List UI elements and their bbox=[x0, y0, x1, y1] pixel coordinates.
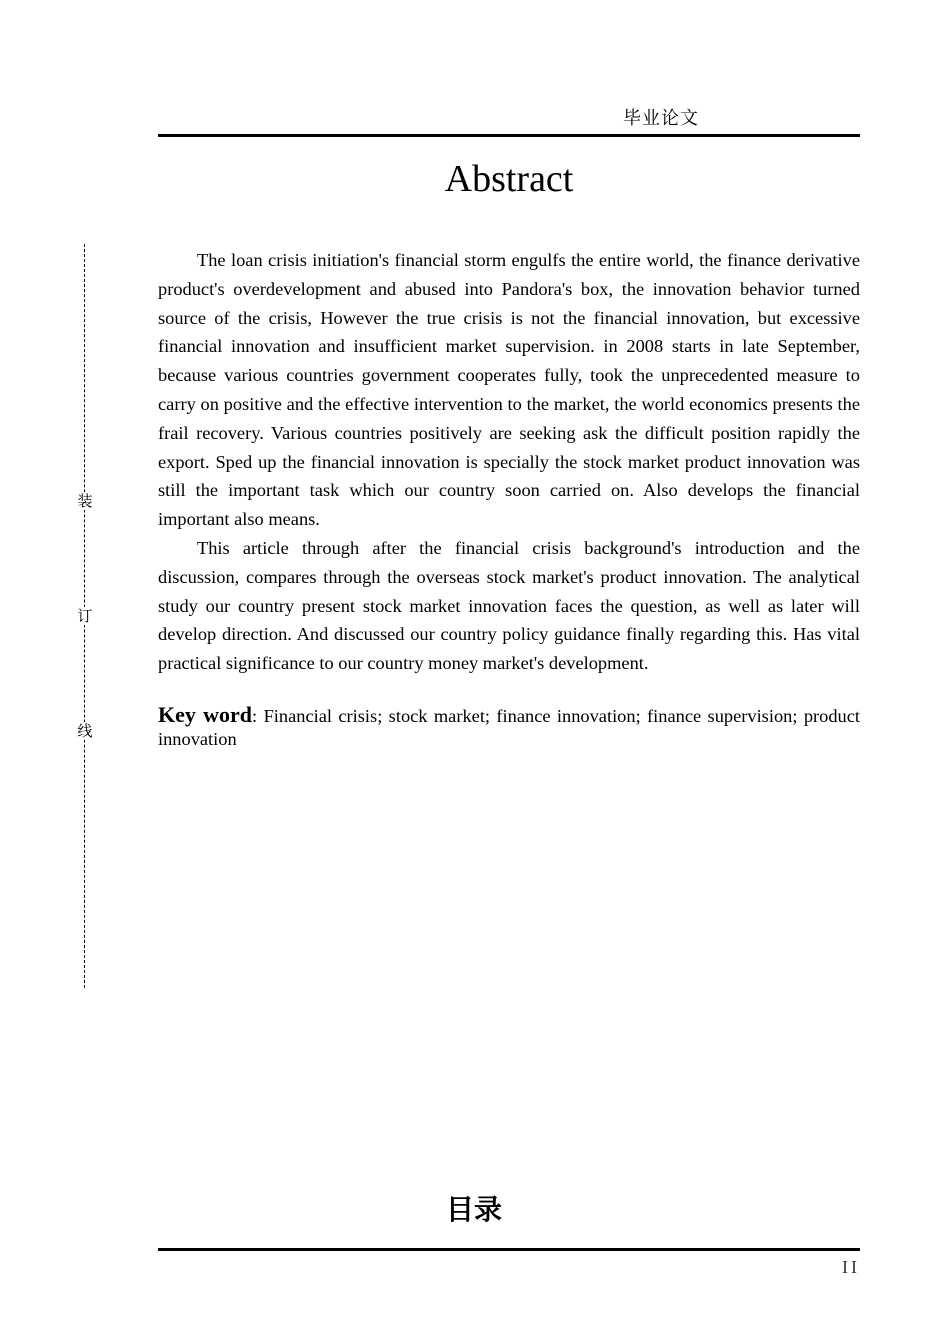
binding-char-ding: 订 bbox=[77, 607, 93, 625]
footer-rule bbox=[158, 1248, 860, 1251]
keywords-block bbox=[158, 703, 860, 751]
page-title: Abstract bbox=[444, 158, 574, 200]
abstract-paragraph: The loan crisis initiation's financial storm engulfs the entire world, the finance derivative product's overdevelopment and abused into Pandora's box, the innovation behavior turned source of the crisis, However the true crisis is not the financial innovation, but excessive financial innovation and insufficient market supervision. in 2008 starts in late September, because various countries government cooperates fully, took the unprecedented measure to carry on positive and the effective intervention to the market, the world economics presents the frail recovery. Various countries positively are seeking ask the difficult position rapidly the export. Sped up the financial innovation is specially the stock market product innovation was still the important task which our country soon carried on. Also develops the financial important also means. bbox=[158, 250, 860, 530]
running-header: 毕业论文 bbox=[623, 108, 699, 129]
header-rule bbox=[158, 134, 860, 137]
binding-char-zhuang: 装 bbox=[77, 492, 93, 510]
keywords-separator: : bbox=[252, 706, 258, 726]
keywords-text: Financial crisis; stock market; finance innovation; finance supervision; product innovation bbox=[158, 706, 861, 749]
toc-title: 目录 bbox=[445, 1193, 502, 1226]
page-number: II bbox=[842, 1257, 860, 1277]
binding-char-xian: 线 bbox=[77, 722, 93, 740]
abstract-body bbox=[158, 246, 860, 678]
keywords-label: Key word bbox=[158, 702, 253, 727]
abstract-paragraph: This article through after the financial crisis background's introduction and the discussion, compares through the overseas stock market's product innovation. The analytical study our country present stock market innovation faces the question, as well as later will develop direction. And discussed our country policy guidance finally regarding this. Has vital practical significance to our country money market's development. bbox=[158, 537, 860, 674]
